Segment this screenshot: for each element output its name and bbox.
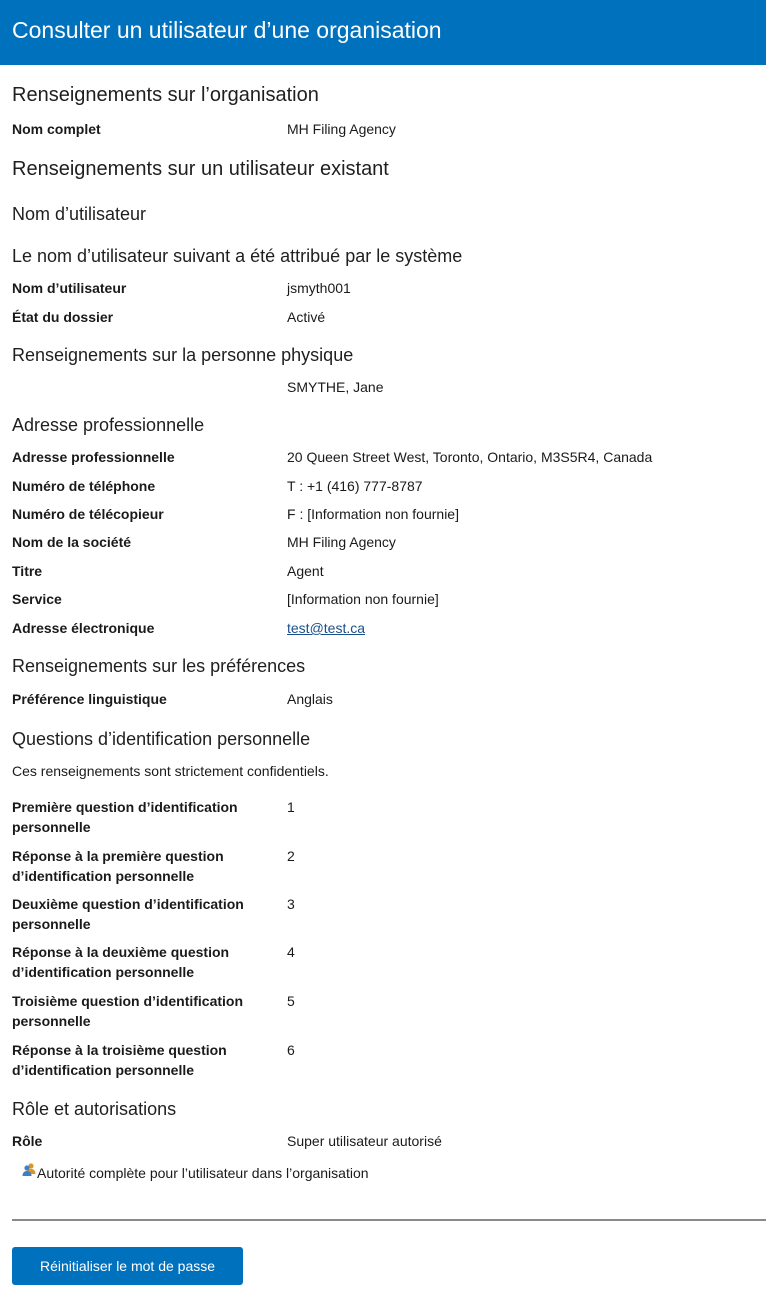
- status-label: État du dossier: [12, 309, 114, 325]
- organization-heading: Renseignements sur l’organisation: [12, 84, 319, 106]
- question-2-value: 3: [287, 896, 295, 912]
- role-value: Super utilisateur autorisé: [287, 1133, 442, 1149]
- fax-label: Numéro de télécopieur: [12, 506, 164, 522]
- language-value: Anglais: [287, 691, 333, 707]
- fax-value: F : [Information non fournie]: [287, 506, 459, 522]
- email-label: Adresse électronique: [12, 620, 155, 636]
- phone-label: Numéro de téléphone: [12, 478, 156, 494]
- questions-heading: Questions d’identification personnelle: [12, 729, 311, 749]
- page-title: Consulter un utilisateur d’une organisation: [12, 17, 442, 43]
- question-2-label: Deuxième question d’identification personnelle: [12, 896, 244, 932]
- question-1-label: Première question d’identification personnelle: [12, 799, 238, 835]
- page-header: [0, 0, 766, 65]
- company-label: Nom de la société: [12, 534, 132, 550]
- username-heading: Nom d’utilisateur: [12, 204, 147, 224]
- service-value: [Information non fournie]: [287, 591, 439, 607]
- address-label: Adresse professionnelle: [12, 449, 175, 465]
- answer-2-label: Réponse à la deuxième question d’identification personnelle: [12, 944, 230, 980]
- full-name-label: Nom complet: [12, 121, 101, 137]
- permission-text: Autorité complète pour l’utilisateur dans l’organisation: [37, 1165, 369, 1181]
- address-value: 20 Queen Street West, Toronto, Ontario, M3S5R4, Canada: [287, 449, 653, 465]
- service-label: Service: [12, 591, 62, 607]
- role-heading: Rôle et autorisations: [12, 1099, 177, 1119]
- role-label: Rôle: [12, 1133, 43, 1149]
- confidential-note: Ces renseignements sont strictement confidentiels.: [12, 763, 329, 779]
- person-name-value: SMYTHE, Jane: [287, 379, 384, 395]
- title-value: Agent: [287, 563, 324, 579]
- username-label: Nom d’utilisateur: [12, 280, 127, 296]
- phone-value: T : +1 (416) 777-8787: [287, 478, 423, 494]
- answer-3-label: Réponse à la troisième question d’identification personnelle: [12, 1042, 227, 1078]
- preferences-heading: Renseignements sur les préférences: [12, 656, 306, 676]
- email-link[interactable]: test@test.ca: [287, 620, 366, 636]
- person-heading: Renseignements sur la personne physique: [12, 345, 354, 365]
- username-value: jsmyth001: [287, 280, 351, 296]
- language-label: Préférence linguistique: [12, 691, 167, 707]
- reset-password-button[interactable]: Réinitialiser le mot de passe: [12, 1247, 243, 1285]
- company-value: MH Filing Agency: [287, 534, 396, 550]
- business-address-heading: Adresse professionnelle: [12, 415, 205, 435]
- answer-1-label: Réponse à la première question d’identification personnelle: [12, 848, 224, 884]
- existing-user-heading: Renseignements sur un utilisateur existant: [12, 158, 389, 180]
- answer-1-value: 2: [287, 848, 295, 864]
- title-label: Titre: [12, 563, 43, 579]
- answer-3-value: 6: [287, 1042, 295, 1058]
- permission-item: [22, 1165, 369, 1181]
- full-name-value: MH Filing Agency: [287, 121, 396, 137]
- question-1-value: 1: [287, 799, 295, 815]
- users-icon: [22, 1162, 36, 1176]
- divider: [12, 1219, 766, 1221]
- status-value: Activé: [287, 309, 326, 325]
- question-3-value: 5: [287, 993, 295, 1009]
- assigned-note: Le nom d’utilisateur suivant a été attribué par le système: [12, 246, 463, 266]
- question-3-label: Troisième question d’identification personnelle: [12, 993, 244, 1029]
- answer-2-value: 4: [287, 944, 295, 960]
